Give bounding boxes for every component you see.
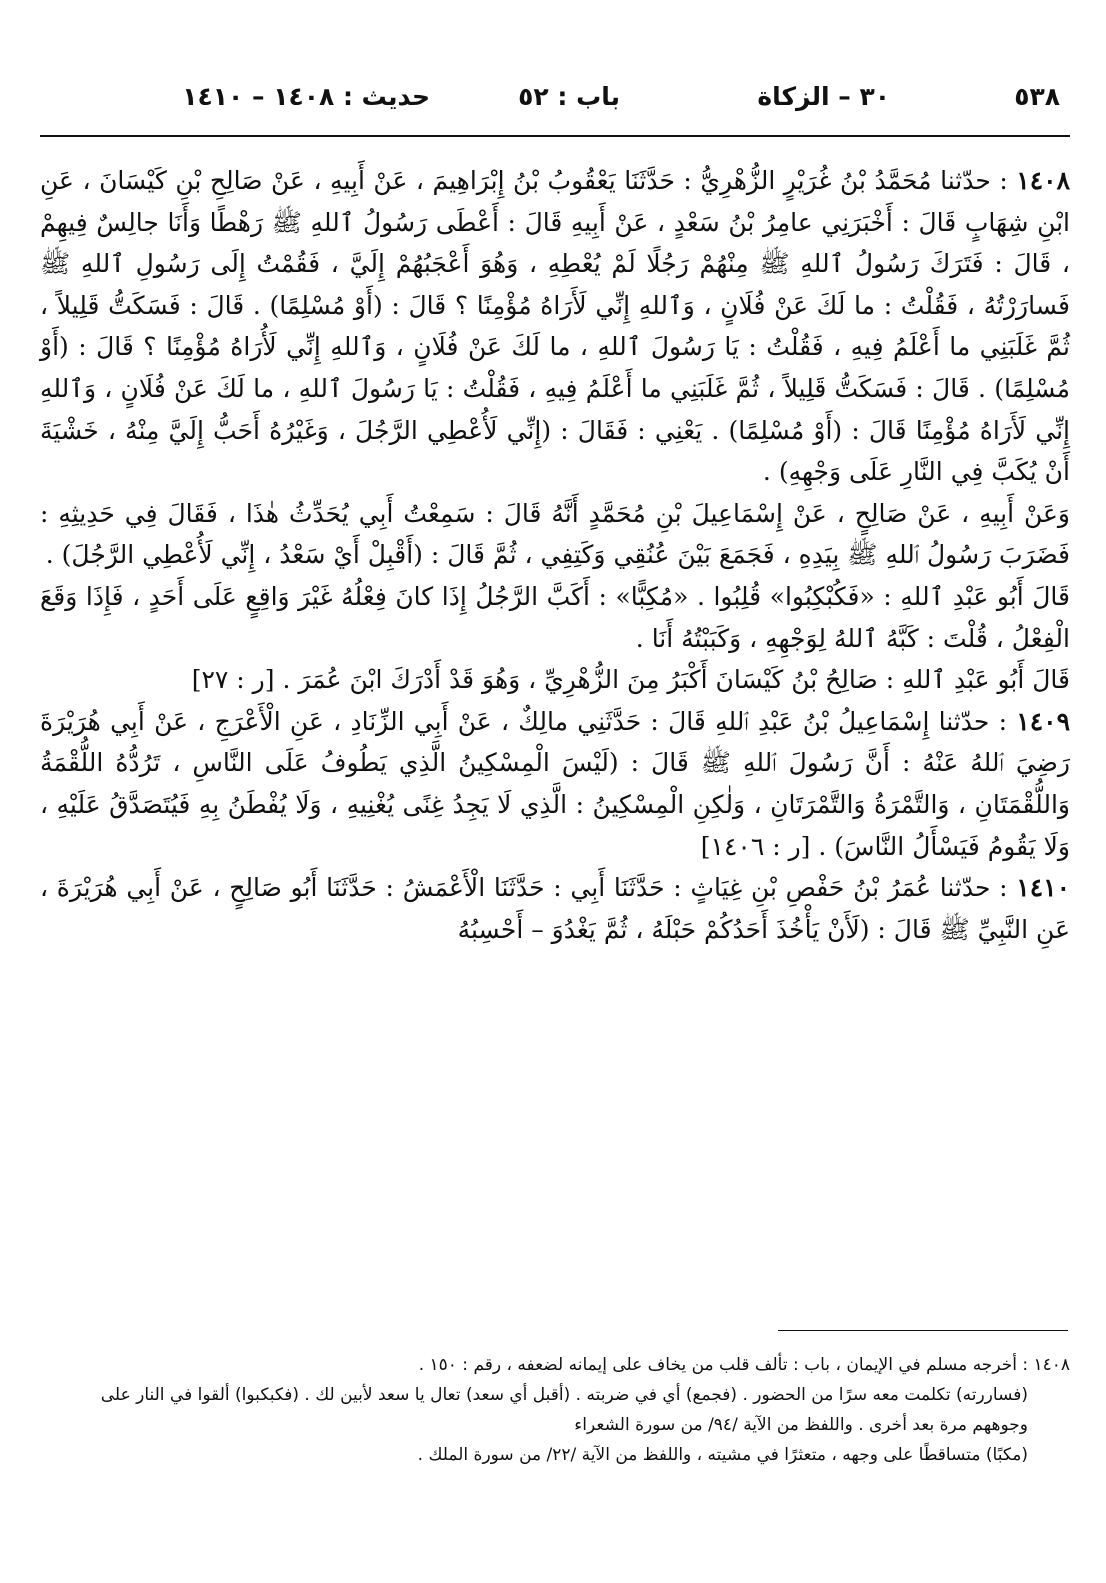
hadith-1408-p2: وَعَنْ أَبِيهِ ، عَنْ صَالِحٍ ، عَنْ إِسْمَاعِيلَ بْنِ مُحَمَّدٍ أَنَّهُ قَالَ : سَمِعْتُ أَبِي يُحَدِّثُ هٰذَا ، فَقَالَ فِي حَدِيثِهِ : فَضَرَبَ رَسُولُ ٱللهِ ﷺ بِيَدِهِ ، فَجَمَعَ بَيْنَ عُنُقِي وَكَتِفِي ، ثُمَّ قَالَ : (أَقْبِلْ أَيْ سَعْدُ ، إِنِّي لَأُعْطِي الرَّجُلَ) .	[40, 498, 1070, 570]
hadith-1409-p1: ١٤٠٩ : حدّثنا إِسْمَاعِيلُ بْنُ عَبْدِ ٱللهِ قَالَ : حَدَّثَنِي مالِكٌ ، عَنْ أَبِي الزِّنَادِ ، عَنِ الْأَعْرَجِ ، عَنْ أَبِي هُرَيْرَةَ رَضِيَ ٱللهُ عَنْهُ : أَنَّ رَسُولَ ٱللهِ ﷺ قَالَ : (لَيْسَ الْمِسْكِينُ الَّذِي يَطُوفُ عَلَى النَّاسِ ، تَرُدُّهُ اللُّقْمَةُ وَاللُّقْمَتَانِ ، وَالتَّمْرَةُ وَالتَّمْرَتَانِ ، وَلٰكِنِ الْمِسْكِينُ : الَّذِي لَا يَجِدُ غِنًى يُغْنِيهِ ، وَلَا يُفْطَنُ بِهِ فَيُتَصَدَّقُ عَلَيْهِ ، وَلَا يَقُومُ فَيَسْأَلُ النَّاسَ) . [ر : ١٤٠٦]	[40, 706, 1070, 861]
hadith-1408-p4: قَالَ أَبُو عَبْدِ ٱللهِ : صَالِحُ بْنُ كَيْسَانَ أَكْبَرُ مِنَ الزُّهْرِيِّ ، وَهُوَ قَدْ أَدْرَكَ ابْنَ عُمَرَ . [ر : ٢٧]	[191, 665, 1070, 695]
book-title: ٣٠ – الزكاة	[757, 82, 890, 111]
footnote-2: (فساررته) تكلمت معه سرًا من الحضور . (فجمع) أي في ضربته . (أقبل أي سعد) تعال يا سعد لأبين لك . (فكبكبوا) ألقوا في النار على وجوههم مرة بعد أخرى . واللفظ من الآية /٩٤/ من سورة الشعراء	[100, 1385, 1028, 1435]
hadith-1408-p3: قَالَ أَبُو عَبْدِ ٱللهِ : «فَكُبْكِبُوا» قُلِبُوا . «مُكِبًّا» : أَكَبَّ الرَّجُلُ إِذَا كانَ فِعْلُهُ غَيْرَ وَاقِعٍ عَلَى أَحَدٍ ، فَإِذَا وَقَعَ الْفِعْلُ ، قُلْتَ : كَبَّهُ ٱللهُ لِوَجْهِهِ ، وَكَبَبْتُهُ أَنَا .	[40, 581, 1070, 653]
hadith-number: ١٤٠٩	[1016, 706, 1070, 736]
footnotes	[40, 1350, 1070, 1470]
hadith-number: ١٤٠٨	[1016, 166, 1071, 195]
footnote-1: ١٤٠٨ : أخرجه مسلم في الإيمان ، باب : تألف قلب من يخاف على إيمانه لضعفه ، رقم : ١٥٠ .	[418, 1355, 1070, 1375]
chapter-label: باب : ٥٢	[518, 82, 620, 111]
hadith-1408-p1: ١٤٠٨ : حدّثنا مُحَمَّدُ بْنُ غُرَيْرٍ الزُّهْرِيُّ : حَدَّثَنَا يَعْقُوبُ بْنُ إِبْرَاهِيمَ ، عَنْ أَبِيهِ ، عَنْ صَالِحِ بْنِ كَيْسَانَ ، عَنِ ابْنِ شِهَابٍ قَالَ : أَخْبَرَنِي عامِرُ بْنُ سَعْدٍ ، عَنْ أَبِيهِ قَالَ : أَعْطَى رَسُولُ ٱللهِ ﷺ رَهْطًا وَأَنَا جالِسٌ فِيهِمْ ، قَالَ : فَتَرَكَ رَسُولُ ٱللهِ ﷺ مِنْهُمْ رَجُلًا لَمْ يُعْطِهِ ، وَهُوَ أَعْجَبُهُمْ إِلَيَّ ، فَقُمْتُ إِلَى رَسُولِ ٱللهِ ﷺ فَسارَرْتُهُ ، فَقُلْتُ : ما لَكَ عَنْ فُلَانٍ ، وَٱللهِ إِنِّي لَأَرَاهُ مُؤْمِنًا ؟ قَالَ : (أَوْ مُسْلِمًا) . قَالَ : فَسَكَتُّ قَلِيلاً ، ثُمَّ غَلَبَنِي ما أَعْلَمُ فِيهِ ، فَقُلْتُ : يَا رَسُولَ ٱللهِ ، ما لَكَ عَنْ فُلَانٍ ، وَٱللهِ إِنِّي لَأُرَاهُ مُؤْمِنًا ؟ قَالَ : (أَوْ مُسْلِمًا) . قَالَ : فَسَكَتُّ قَلِيلاً ، ثُمَّ غَلَبَنِي ما أَعْلَمُ فِيهِ ، فَقُلْتُ : يَا رَسُولَ ٱللهِ ، ما لَكَ عَنْ فُلَانٍ ، وَٱللهِ إِنِّي لَأَرَاهُ مُؤْمِنًا قَالَ : (أَوْ مُسْلِمًا) . يَعْنِي : فَقَالَ : (إِنِّي لَأُعْطِي الرَّجُلَ ، وَغَيْرُهُ أَحَبُّ إِلَيَّ مِنْهُ ، خَشْيَةَ أَنْ يُكَبَّ فِي النَّارِ عَلَى وَجْهِهِ) .	[40, 166, 1071, 487]
running-header	[40, 82, 1070, 122]
header-rule	[40, 135, 1070, 137]
main-text	[40, 160, 1070, 950]
hadith-range: حديث : ١٤٠٨ – ١٤١٠	[182, 82, 430, 111]
page-number: ٥٣٨	[1014, 82, 1060, 111]
footnote-3: (مكبًا) متساقطًا على وجهه ، متعثرًا في مشيته ، واللفظ من الآية /٢٢/ من سورة الملك .	[417, 1445, 1028, 1465]
footnote-rule	[778, 1330, 1068, 1331]
hadith-1410-p1: ١٤١٠ : حدّثنا عُمَرُ بْنُ حَفْصِ بْنِ غِيَاثٍ : حَدَّثَنَا أَبِي : حَدَّثَنَا الْأَعْمَشُ : حَدَّثَنَا أَبُو صَالِحٍ ، عَنْ أَبِي هُرَيْرَةَ ، عَنِ النَّبِيِّ ﷺ قَالَ : (لَأَنْ يَأْخُذَ أَحَدُكُمْ حَبْلَهُ ، ثُمَّ يَغْدُوَ – أَحْسِبُهُ	[40, 873, 1070, 944]
hadith-number: ١٤١٠	[1016, 873, 1070, 903]
